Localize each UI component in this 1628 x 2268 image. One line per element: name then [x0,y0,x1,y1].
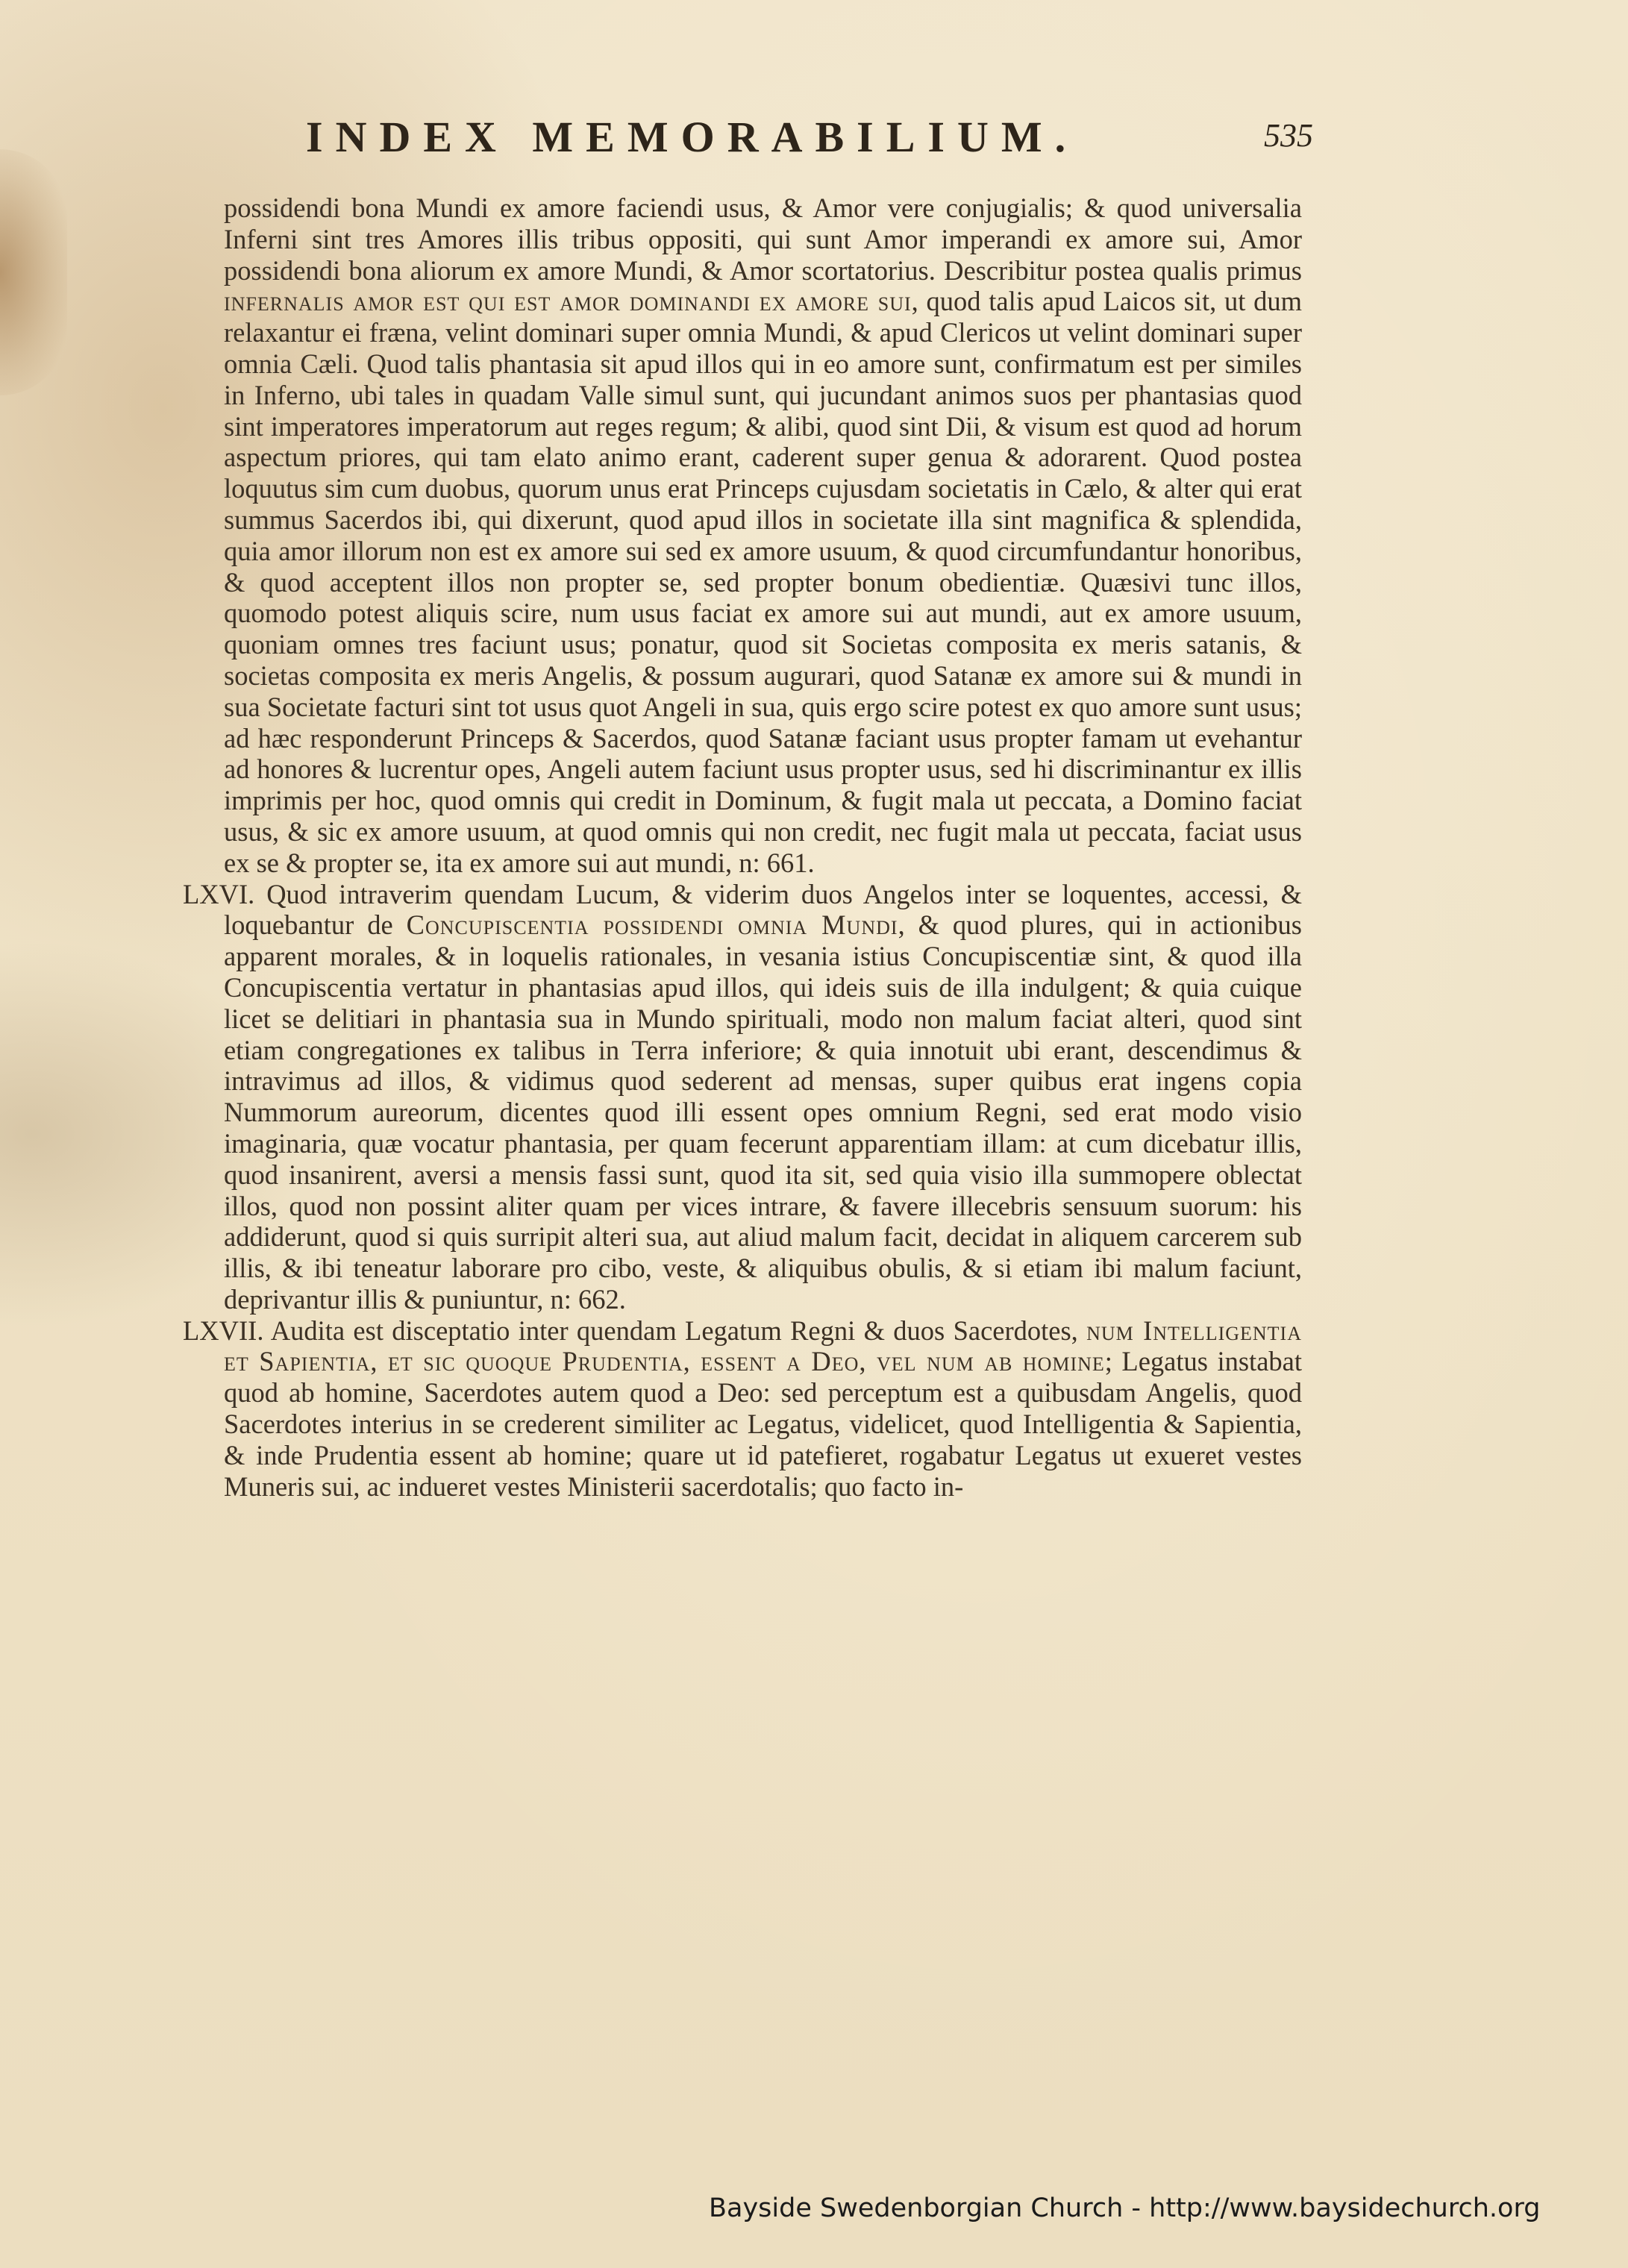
water-stain [0,149,67,395]
paragraph-text: ; Legatus instabat quod ab homine, Sacerdotes autem quod a Deo: sed perceptum est a quibusdam Angelis, quod Sacerdotes interius in se crederent similiter ac Legatus, videlicet, quod Intelligentia & Sapientia, & inde Prudentia essent ab homine; quare ut id patefieret, rogabatur Legatus ut exueret vestes Muneris sui, ac indueret vestes Ministerii sacerdotalis; quo facto in- [224,1346,1302,1502]
continued-paragraph [183,192,1302,879]
page-number: 535 [1264,117,1313,154]
paragraph-text: Quod intraverim quendam Lucum, & viderim duos Angelos inter se loquentes, accessi, & loquebantur de [224,878,1302,941]
paragraph-text: possidendi bona Mundi ex amore faciendi usus, & Amor vere conjugialis; & quod universalia Inferni sint tres Amores illis tribus oppositi, qui sunt Amor imperandi ex amore sui, Amor possidendi bona aliorum ex amore Mundi, & Amor scortatorius. Describitur postea qualis primus [224,192,1302,286]
running-title: INDEX MEMORABILIUM. [306,113,1079,161]
entry-lxvi [183,879,1302,1315]
entry-lxvii [183,1315,1302,1503]
small-caps-heading: num Intelligentia et Sapientia, et sic quoque Prudentia, essent a Deo, vel num ab homine [224,1315,1302,1377]
entry-number: LXVI. [183,878,255,909]
page-header [306,112,1313,164]
small-caps-heading: Concupiscentia possidendi omnia Mundi [406,909,898,941]
paragraph-text: Audita est disceptatio inter quendam Legatum Regni & duos Sacerdotes, [263,1315,1087,1346]
small-caps-heading: infernalis amor est qui est amor dominandi ex amore sui [224,286,912,317]
watermark: Bayside Swedenborgian Church - http://www.baysidechurch.org [709,2193,1541,2223]
paragraph-text: , quod talis apud Laicos sit, ut dum relaxantur ei fræna, velint dominari super omnia Mundi, & apud Clericos ut velint dominari super omnia Cæli. Quod talis phantasia sit apud illos qui in eo amore sunt, confirmatum est per similes in Inferno, ubi tales in quadam Valle simul sunt, qui jucundant animos suos per phantasias quod sint imperatores imperatorum aut reges regum; & alibi, quod sint Dii, & visum est quod ad horum aspectum priores, qui tam elato animo erant, caderent super genua & adorarent. Quod postea loquutus sim cum duobus, quorum unus erat Princeps cujusdam societatis in Cælo, & alter qui erat summus Sacerdos ibi, qui dixerunt, quod apud illos in societate illa sint magnifica & splendida, quia amor illorum non est ex amore sui sed ex amore usuum, & quod circumfundantur honoribus, & quod acceptent illos non propter se, sed propter bonum obedientiæ. Quæsivi tunc illos, quomodo potest aliquis scire, num usus faciat ex amore sui aut mundi, aut ex amore usuum, quoniam omnes tres faciunt usus; ponatur, quod sit Societas composita ex meris satanis, & societas composita ex meris Angelis, & possum augurari, quod Satanæ ex amore sui & mundi in sua Societate facturi sint tot usus quot Angeli in sua, quis ergo scire potest ex quo amore sunt usus; ad hæc responderunt Princeps & Sacerdos, quod Satanæ faciant usus propter famam ut evehantur ad honores & lucrentur opes, Angeli autem faciunt usus propter usus, sed hi discriminantur ex illis imprimis per hoc, quod omnis qui credit in Dominum, & fugit mala ut peccata, a Domino faciat usus, & sic ex amore usuum, at quod omnis qui non credit, nec fugit mala ut peccata, faciat usus ex se & propter se, ita ex amore sui aut mundi, n: 661. [224,286,1302,878]
body-text [183,192,1302,1502]
paragraph-text: , & quod plures, qui in actionibus apparent morales, & in loquelis rationales, in vesania istius Concupiscentiæ sint, & quod illa Concupiscentia vertatur in phantasias apud illos, qui ideis suis de illa indulgent; & quia cuique licet se delitiari in phantasia sua in Mundo spirituali, modo non malum faciat alteri, quod sint etiam congregationes ex talibus in Terra inferiore; & quia innotuit ubi erant, descendimus & intravimus ad illos, & vidimus quod sederent ad mensas, super quibus erat ingens copia Nummorum aureorum, dicentes quod illi essent opes omnium Regni, sed erat modo visio imaginaria, quæ vocatur phantasia, per quam fecerunt apparentiam illam: at cum dicebatur illis, quod insanirent, aversi a mensis fassi sunt, quod ita sit, sed quia visio illa summopere oblectat illos, quod non possint aliter quam per vices intrare, & favere illecebris sensuum suorum: his addiderunt, quod si quis surripit alteri sua, aut aliud malum facit, decidat in aliquem carcerem sub illis, & ibi teneatur laborare pro cibo, veste, & aliquibus obulis, & si etiam ibi malum faciunt, deprivantur illis & puniuntur, n: 662. [224,909,1302,1315]
entry-number: LXVII. [183,1315,264,1346]
